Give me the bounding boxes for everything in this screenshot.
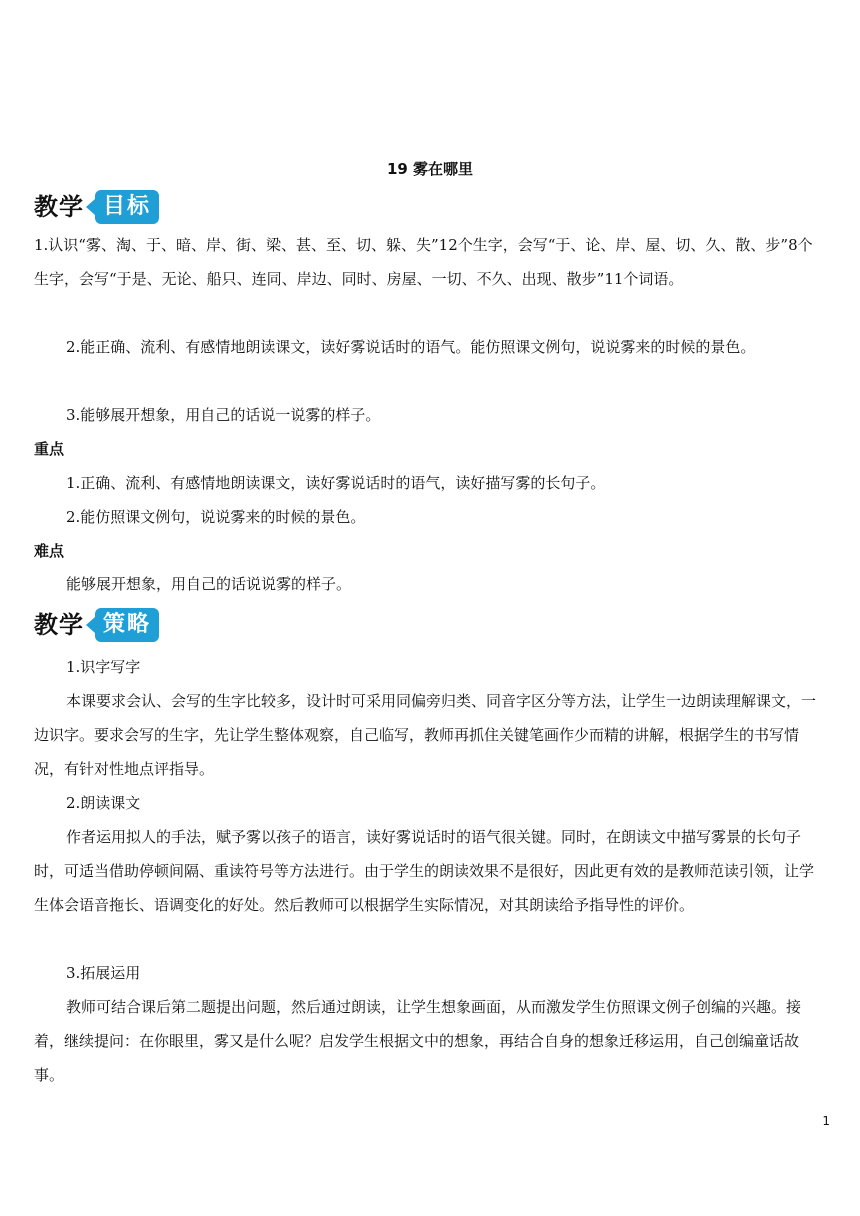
banner-highlight: 目标 (95, 190, 159, 224)
page-title: 19 雾在哪里 (386, 160, 474, 178)
banner-highlight: 策略 (95, 608, 159, 642)
strategy-body-3: 教师可结合课后第二题提出问题，然后通过朗读，让学生想象画面，从而激发学生仿照课文例子创编的兴趣。接着，继续提问：在你眼里，雾又是什么呢？启发学生根据文中的想象，再结合自身的想象迁移运用，自己创编童话故事。 (34, 998, 802, 1084)
strategy-heading-3: 3.拓展运用 (66, 964, 141, 982)
strategy-heading-1: 1.识字写字 (66, 658, 141, 676)
banner-arrow-icon (86, 199, 95, 215)
key-point-item-1: 1.正确、流利、有感情地朗读课文，读好雾说话时的语气，读好描写雾的长句子。 (66, 474, 606, 492)
section-banner-strategy (34, 605, 159, 645)
difficulties-heading: 难点 (34, 542, 65, 560)
key-points-heading: 重点 (34, 440, 65, 458)
banner-arrow-icon (86, 617, 95, 633)
strategy-heading-2: 2.朗读课文 (66, 794, 141, 812)
section-banner-goals (34, 187, 159, 227)
strategy-body-1: 本课要求会认、会写的生字比较多，设计时可采用同偏旁归类、同音字区分等方法，让学生一边朗读理解课文，一边识字。要求会写的生字，先让学生整体观察，自己临写，教师再抓住关键笔画作少而精的讲解，根据学生的书写情况，有针对性地点评指导。 (34, 692, 817, 778)
goal-item-2: 2.能正确、流利、有感情地朗读课文，读好雾说话时的语气。能仿照课文例句，说说雾来的时候的景色。 (66, 338, 756, 356)
banner-prefix: 教学 (34, 611, 84, 639)
difficulty-item-1: 能够展开想象，用自己的话说说雾的样子。 (66, 575, 352, 593)
goal-item-1: 1.认识“雾、淘、于、暗、岸、街、梁、甚、至、切、躲、失”12个生字，会写“于、论、岸、屋、切、久、散、步”8个生字，会写“于是、无论、船只、连同、岸边、同时、房屋、一切、不久、出现、散步”11个词语。 (34, 236, 813, 288)
key-point-item-2: 2.能仿照课文例句，说说雾来的时候的景色。 (66, 508, 366, 526)
strategy-body-2: 作者运用拟人的手法，赋予雾以孩子的语言，读好雾说话时的语气很关键。同时，在朗读文中描写雾景的长句子时，可适当借助停顿间隔、重读符号等方法进行。由于学生的朗读效果不是很好，因此更有效的是教师范读引领，让学生体会语音拖长、语调变化的好处。然后教师可以根据学生实际情况，对其朗读给予指导性的评价。 (34, 828, 815, 914)
goal-item-3: 3.能够展开想象，用自己的话说一说雾的样子。 (66, 406, 381, 424)
banner-prefix: 教学 (34, 193, 84, 221)
page-number: 1 (822, 1114, 830, 1128)
